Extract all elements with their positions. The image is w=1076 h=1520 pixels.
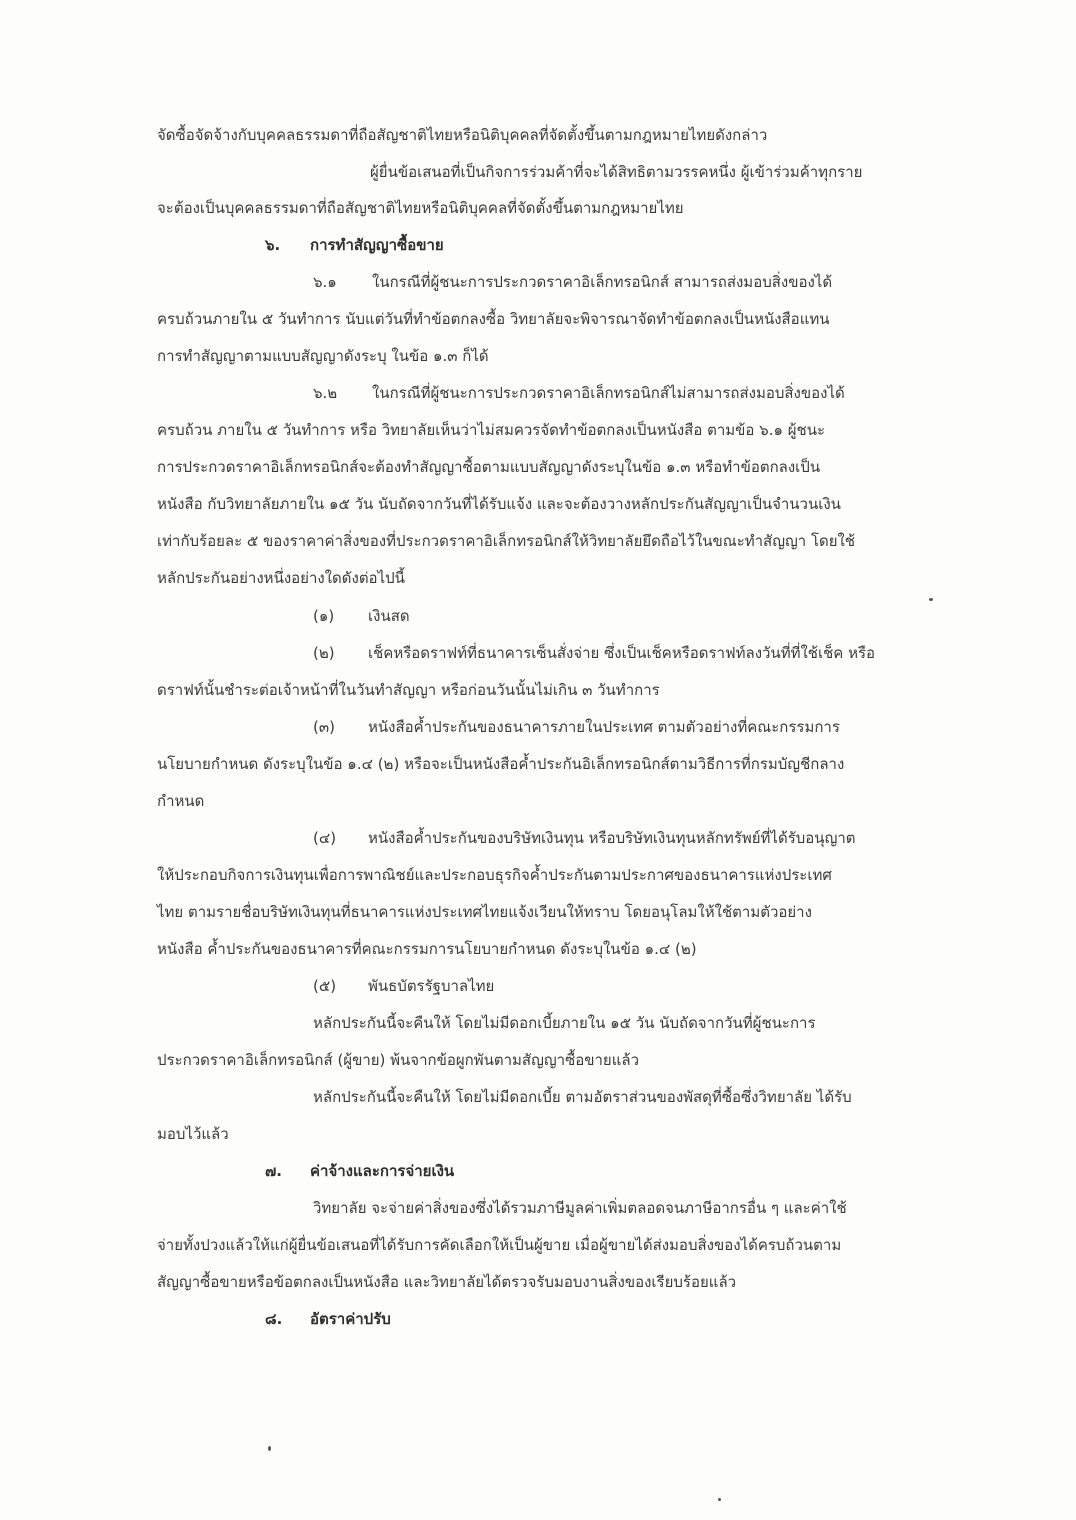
text-line: มอบไว้แล้ว (157, 1125, 229, 1143)
text-line: จะต้องเป็นบุคคลธรรมดาที่ถือสัญชาติไทยหรือนิติบุคคลที่จัดตั้งขึ้นตามกฎหมายไทย (157, 199, 684, 217)
section-heading: การทำสัญญาซื้อขาย (310, 236, 444, 254)
text-line: จัดซื้อจัดจ้างกับบุคคลธรรมดาที่ถือสัญชาติไทยหรือนิติบุคคลที่จัดตั้งขึ้นตามกฎหมายไทยดังกล่าว (157, 126, 768, 144)
scan-speck (268, 1446, 271, 1451)
section-number: ๘. (265, 1310, 283, 1328)
text-line: ผู้ยื่นข้อเสนอที่เป็นกิจการร่วมค้าที่จะได้สิทธิตามวรรคหนึ่ง ผู้เข้าร่วมค้าทุกราย (370, 163, 863, 181)
section-number: ๗. (265, 1162, 282, 1180)
text-line: นโยบายกำหนด ดังระบุในข้อ ๑.๔ (๒) หรือจะเป็นหนังสือค้ำประกันอิเล็กทรอนิกส์ตามวิธีการที่กรมบัญชีกลาง (157, 755, 845, 773)
text-line: เท่ากับร้อยละ ๕ ของราคาค่าสิ่งของที่ประกวดราคาอิเล็กทรอนิกส์ให้วิทยาลัยยึดถือไว้ในขณะทำสัญญา โดยใช้ (157, 532, 856, 550)
text-line: ให้ประกอบกิจการเงินทุนเพื่อการพาณิชย์และประกอบธุรกิจค้ำประกันตามประกาศของธนาคารแห่งประเทศ (157, 866, 832, 884)
item-number: (๓) (313, 718, 335, 736)
text-line: ในกรณีที่ผู้ชนะการประกวดราคาอิเล็กทรอนิกส์ สามารถส่งมอบสิ่งของได้ (372, 273, 833, 291)
text-line: ประกวดราคาอิเล็กทรอนิกส์ (ผู้ขาย) พ้นจากข้อผูกพันตามสัญญาซื้อขายแล้ว (157, 1051, 640, 1069)
text-line: สัญญาซื้อขายหรือข้อตกลงเป็นหนังสือ และวิทยาลัยได้ตรวจรับมอบงานสิ่งของเรียบร้อยแล้ว (157, 1273, 737, 1291)
text-line: วิทยาลัย จะจ่ายค่าสิ่งของซึ่งได้รวมภาษีมูลค่าเพิ่มตลอดจนภาษีอากรอื่น ๆ และค่าใช้ (313, 1199, 847, 1217)
text-line: หลักประกันอย่างหนึ่งอย่างใดดังต่อไปนี้ (157, 569, 405, 587)
text-line: การประกวดราคาอิเล็กทรอนิกส์จะต้องทำสัญญาซื้อตามแบบสัญญาดังระบุในข้อ ๑.๓ หรือทำข้อตกลงเป็น (157, 458, 821, 476)
text-line: ไทย ตามรายชื่อบริษัทเงินทุนที่ธนาคารแห่งประเทศไทยแจ้งเวียนให้ทราบ โดยอนุโลมให้ใช้ตามตัวอย่าง (157, 903, 812, 921)
text-line: หลักประกันนี้จะคืนให้ โดยไม่มีดอกเบี้ยภายใน ๑๕ วัน นับถัดจากวันที่ผู้ชนะการ (313, 1014, 816, 1032)
section-heading: ค่าจ้างและการจ่ายเงิน (310, 1162, 455, 1180)
scan-speck (929, 598, 933, 601)
text-line: หนังสือค้ำประกันของธนาคารภายในประเทศ ตามตัวอย่างที่คณะกรรมการ (368, 718, 840, 736)
clause-number: ๖.๑ (313, 273, 337, 291)
text-line: เงินสด (368, 607, 410, 625)
text-line: ครบถ้วน ภายใน ๕ วันทำการ หรือ วิทยาลัยเห็นว่าไม่สมควรจัดทำข้อตกลงเป็นหนังสือ ตามข้อ ๖.๑ ผู้ชนะ (157, 421, 826, 439)
section-number: ๖. (265, 236, 281, 254)
clause-number: ๖.๒ (313, 384, 338, 402)
text-line: ดราฟท์นั้นชำระต่อเจ้าหน้าที่ในวันทำสัญญา หรือก่อนวันนั้นไม่เกิน ๓ วันทำการ (157, 681, 660, 699)
text-line: หนังสือค้ำประกันของบริษัทเงินทุน หรือบริษัทเงินทุนหลักทรัพย์ที่ได้รับอนุญาต (368, 829, 856, 847)
text-line: การทำสัญญาตามแบบสัญญาดังระบุ ในข้อ ๑.๓ ก็ได้ (157, 347, 489, 365)
text-line: กำหนด (157, 792, 205, 810)
text-line: พันธบัตรรัฐบาลไทย (368, 977, 495, 995)
text-line: หนังสือ กับวิทยาลัยภายใน ๑๕ วัน นับถัดจากวันที่ได้รับแจ้ง และจะต้องวางหลักประกันสัญญาเป็นจำนวนเงิน (157, 495, 841, 513)
section-heading: อัตราค่าปรับ (310, 1310, 391, 1328)
text-line: หลักประกันนี้จะคืนให้ โดยไม่มีดอกเบี้ย ตามอัตราส่วนของพัสดุที่ซื้อซึ่งวิทยาลัย ได้รับ (313, 1088, 852, 1106)
text-line: ครบถ้วนภายใน ๕ วันทำการ นับแต่วันที่ทำข้อตกลงซื้อ วิทยาลัยจะพิจารณาจัดทำข้อตกลงเป็นหนังสือแทน (157, 310, 830, 328)
item-number: (๔) (313, 829, 337, 847)
text-line: จ่ายทั้งปวงแล้วให้แก่ผู้ยื่นข้อเสนอที่ได้รับการคัดเลือกให้เป็นผู้ขาย เมื่อผู้ขายได้ส่งมอบสิ่งของได้ครบถ้วนตาม (157, 1236, 842, 1254)
text-line: ในกรณีที่ผู้ชนะการประกวดราคาอิเล็กทรอนิกส์ไม่สามารถส่งมอบสิ่งของได้ (372, 384, 845, 402)
item-number: (๒) (313, 644, 335, 662)
scan-speck (718, 1498, 721, 1501)
text-line: เช็คหรือดราฟท์ที่ธนาคารเซ็นสั่งจ่าย ซึ่งเป็นเช็คหรือดราฟท์ลงวันที่ที่ใช้เช็ค หรือ (368, 644, 876, 662)
item-number: (๑) (313, 607, 335, 625)
text-line: หนังสือ ค้ำประกันของธนาคารที่คณะกรรมการนโยบายกำหนด ดังระบุในข้อ ๑.๔ (๒) (157, 940, 697, 958)
item-number: (๕) (313, 977, 337, 995)
